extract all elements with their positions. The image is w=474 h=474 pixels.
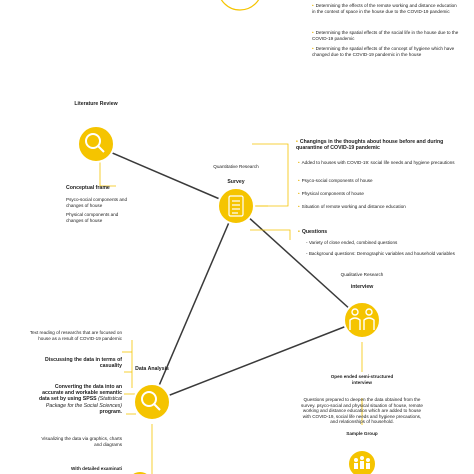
analysis-text-reading: Text reading of researchs that are focused on house as a result of COVID-19 pandemic [29,330,122,341]
sample-group-title: Sample Group [346,431,378,436]
interview-kicker: Qualitative Research [340,272,384,277]
literature-item-1: Psyco-social components and changes of house [66,197,128,208]
analysis-bottom-cut: With detailed examinati [70,466,122,471]
survey-changes-title: • Changings in the thoughts about house before and during quarantine of COVID-19 pandemic [296,139,464,151]
analysis-program: program. [99,408,122,415]
survey-question-item-2: - Background questions: Demographic variables and household variables [306,251,456,257]
sample-node [348,450,376,474]
line-interview-analysis [152,320,362,402]
survey-node [218,188,254,224]
survey-question-item-1: - Variety of close ended, combined questions [306,240,456,246]
literature-title: Literature Review [74,101,118,107]
survey-change-item-4: • Situation of remote working and distance education [298,204,464,210]
survey-change-item-3: • Physical components of house [298,191,464,197]
survey-title: Survey [227,179,245,185]
goal-item-2: • Determining the spatial effects of the social life in the house due to the COVID-19 pandemic [312,30,460,41]
interview-node [344,302,380,338]
analysis-title: Data Analysis [135,366,169,372]
analysis-node [134,384,170,420]
conceptual-frame-title: Conceptual frame [66,185,110,191]
analysis-spss-full: (Statistical Package for the Social Sciences) [45,396,122,409]
interview-questions-text: Questions prepared to deepen the data obtained from the survey. psyco-social and physical situation of house, remote working and distance education which are added to house with COVID-19, social life needs and hygiene precautions, and relationships of household. [301,397,423,425]
survey-change-item-2: • Psyco-social components of house [298,178,464,184]
goal-item-3: • Determining the spatial effects of the concept of hygiene which have changed due to the COVID-19 pandemic in the house [312,46,460,57]
goal-item-1: • Determining the effects of the remote working and distance education in the context of space in the house due to the COVID-19 pandemic [312,3,460,14]
top-node [218,0,262,10]
literature-node [78,126,114,162]
survey-kicker: Quantitative Research [213,164,259,169]
literature-item-2: Physical components and changes of house [66,212,119,223]
interview-open-ended: Open ended semi-structured interview [330,374,394,385]
interview-title: interview [350,284,374,290]
analysis-discussing: Discussing the data in terms of casuality [45,357,122,370]
analysis-visualizing: Visualizing the data via graphics, charts and diagrams [41,436,122,447]
survey-change-item-1: • Added to houses with COVID-19: social life needs and hygiene precautions [298,160,464,166]
line-survey-interview [236,206,362,320]
survey-questions-title: • Questions [298,229,398,235]
analysis-converting: Converting the data into an accurate and workable semantic data set by using SPSS [38,384,122,403]
line-survey-analysis [152,206,236,402]
